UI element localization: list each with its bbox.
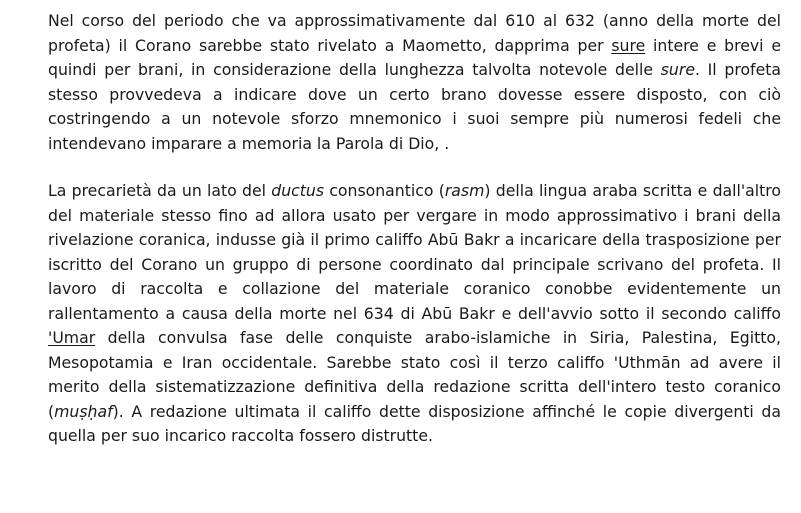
text-run: Nel corso del periodo che va approssimativamente dal 610 al 632 (anno della morte del profeta) il Corano sarebbe stato rivelato a Maometto, dapprima per — [48, 11, 781, 55]
text-run: intere e brevi e quindi per brani, in considerazione della lunghezza talvolta notevole delle — [48, 35, 781, 79]
text-run: ). A redazione ultimata il califfo dette disposizione affinché le copie divergenti da quella per suo incarico raccolta fossero distrutte. — [48, 401, 781, 445]
text-run: consonantico ( — [324, 181, 445, 200]
italic-term: muṣḥaf — [54, 401, 113, 421]
paragraph-1 — [48, 9, 781, 156]
text-run: della convulsa fase delle conquiste arabo-islamiche in Siria, Palestina, Egitto, Mesopotamia e Iran occidentale. Sarebbe stato così il terzo califfo 'Uthmān ad avere il merito della sistematizzazione definitiva della redazione scritta dell'intero testo coranico ( — [48, 328, 781, 421]
italic-term: sure — [660, 60, 695, 79]
text-run: . Il profeta stesso provvedeva a indicare dove un certo brano dovesse essere disposto, con ciò costringendo a un notevole sforzo mnemonico i suoi sempre più numerosi fedeli che intendevano imparare a memoria la Parola di Dio, . — [48, 60, 781, 153]
paragraph-2 — [48, 179, 781, 449]
italic-term: rasm — [444, 181, 485, 200]
text-run: ) della lingua araba scritta e dall'altro del materiale stesso fino ad allora usato per vergare in modo approssimativo i brani della rivelazione coranica, indusse già il primo califfo Abū Bakr a incaricare della trasposizione per iscritto del Corano un gruppo di persone coordinato dal principale scrivano del profeta. Il lavoro di raccolta e collazione del materiale coranico conobbe evidentemente un rallentamento a causa della morte nel 634 di Abū Bakr e dell'avvio sotto il secondo califfo — [48, 181, 782, 323]
sure-link[interactable]: sure — [611, 35, 646, 55]
italic-term: ductus — [271, 181, 325, 200]
umar-link[interactable]: 'Umar — [48, 328, 96, 347]
text-run: La precarietà da un lato del — [48, 181, 272, 200]
